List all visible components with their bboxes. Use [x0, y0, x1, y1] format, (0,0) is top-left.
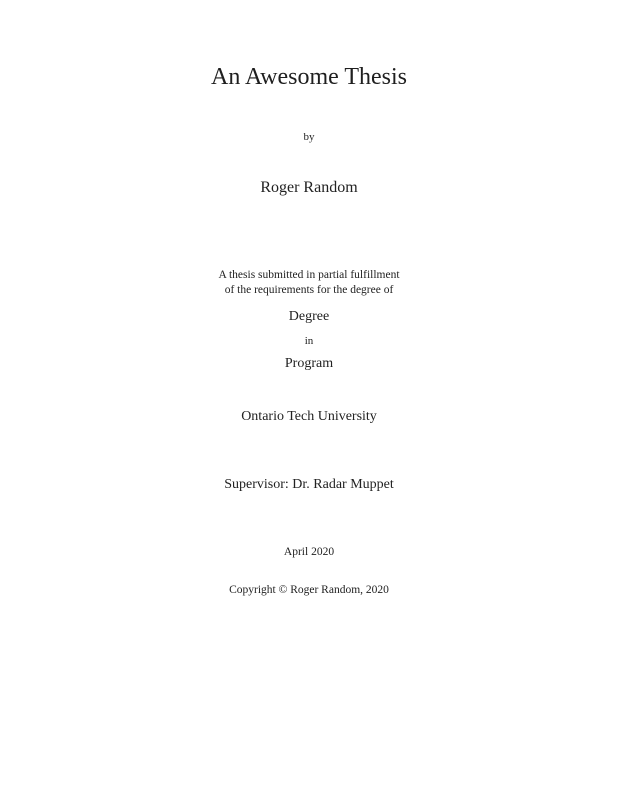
submission-line-2: of the requirements for the degree of [224, 284, 394, 296]
university-name: Ontario Tech University [241, 409, 377, 424]
submission-statement [0, 268, 618, 298]
program-name: Program [284, 356, 334, 371]
supervisor-line: Supervisor: Dr. Radar Muppet [224, 477, 394, 492]
submission-date: April 2020 [283, 546, 335, 558]
thesis-title: An Awesome Thesis [210, 64, 407, 90]
copyright-line: Copyright © Roger Random, 2020 [229, 584, 389, 596]
by-label: by [303, 131, 315, 143]
submission-line-1: A thesis submitted in partial fulfillment [218, 269, 400, 281]
degree-name: Degree [288, 309, 330, 324]
author-name: Roger Random [260, 179, 358, 196]
in-label: in [304, 335, 314, 347]
